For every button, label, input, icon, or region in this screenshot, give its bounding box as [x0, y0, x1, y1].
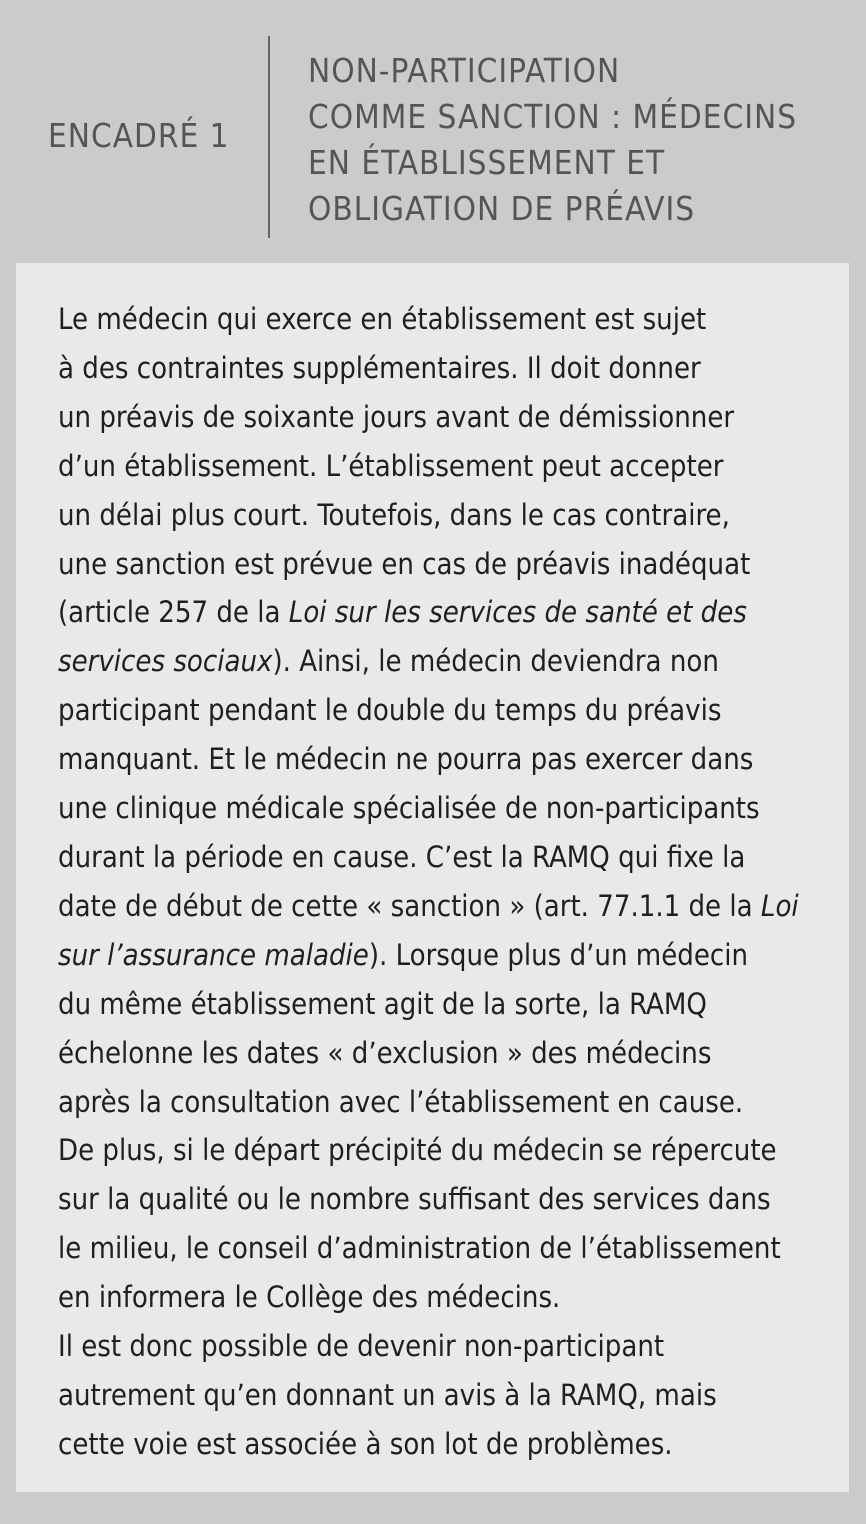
body-line — [58, 931, 838, 980]
body-line: De plus, si le départ précipité du médecin se répercute — [58, 1133, 777, 1168]
encadre-title — [308, 48, 848, 232]
law-title-italic: Loi — [760, 888, 799, 923]
encadre-header — [0, 0, 866, 262]
encadre-content-box — [16, 263, 849, 1492]
title-line: OBLIGATION DE PRÉAVIS — [308, 189, 696, 228]
body-text-segment: (article 257 de la — [58, 595, 289, 630]
body-line — [58, 588, 838, 637]
body-line: durant la période en cause. C’est la RAMQ qui fixe la — [58, 839, 746, 874]
body-line: à des contraintes supplémentaires. Il doit donner — [58, 350, 701, 385]
body-text-segment: ). Lorsque plus d’un médecin — [368, 937, 749, 972]
body-line: après la consultation avec l’établissement en cause. — [58, 1084, 744, 1119]
body-line: Le médecin qui exerce en établissement est sujet — [58, 302, 707, 336]
body-line: sur la qualité ou le nombre suffisant des services dans — [58, 1182, 771, 1217]
title-line: NON-PARTICIPATION — [308, 51, 621, 90]
body-line: le milieu, le conseil d’administration de l’établissement — [58, 1231, 781, 1266]
body-line: Il est donc possible de devenir non-participant — [58, 1329, 665, 1364]
body-line: en informera le Collège des médecins. — [58, 1280, 561, 1315]
body-line: échelonne les dates « d’exclusion » des médecins — [58, 1035, 712, 1070]
header-divider — [268, 36, 270, 238]
body-line: une clinique médicale spécialisée de non-participants — [58, 791, 760, 826]
body-line: un délai plus court. Toutefois, dans le cas contraire, — [58, 497, 730, 532]
encadre-label: ENCADRÉ 1 — [48, 116, 230, 155]
law-title-italic: services sociaux — [58, 644, 273, 679]
body-line: autrement qu’en donnant un avis à la RAMQ, mais — [58, 1377, 717, 1412]
body-text-segment: ). Ainsi, le médecin deviendra non — [272, 644, 719, 679]
law-title-italic: Loi sur les services de santé et des — [288, 595, 747, 630]
body-line: une sanction est prévue en cas de préavis inadéquat — [58, 546, 751, 581]
body-line: un préavis de soixante jours avant de démissionner — [58, 399, 735, 434]
body-text-segment: date de début de cette « sanction » (art. 77.1.1 de la — [58, 888, 761, 923]
body-line: manquant. Et le médecin ne pourra pas exercer dans — [58, 742, 754, 777]
body-line: cette voie est associée à son lot de problèmes. — [58, 1426, 673, 1461]
body-line — [58, 882, 838, 931]
law-title-italic: sur l’assurance maladie — [58, 937, 369, 972]
title-line: EN ÉTABLISSEMENT ET — [308, 143, 666, 182]
title-line: COMME SANCTION : MÉDECINS — [308, 97, 798, 136]
body-line: d’un établissement. L’établissement peut accepter — [58, 448, 724, 483]
body-line: participant pendant le double du temps du préavis — [58, 693, 722, 728]
body-line: du même établissement agit de la sorte, la RAMQ — [58, 986, 707, 1021]
body-line — [58, 637, 838, 686]
encadre-body-text — [58, 295, 838, 1469]
